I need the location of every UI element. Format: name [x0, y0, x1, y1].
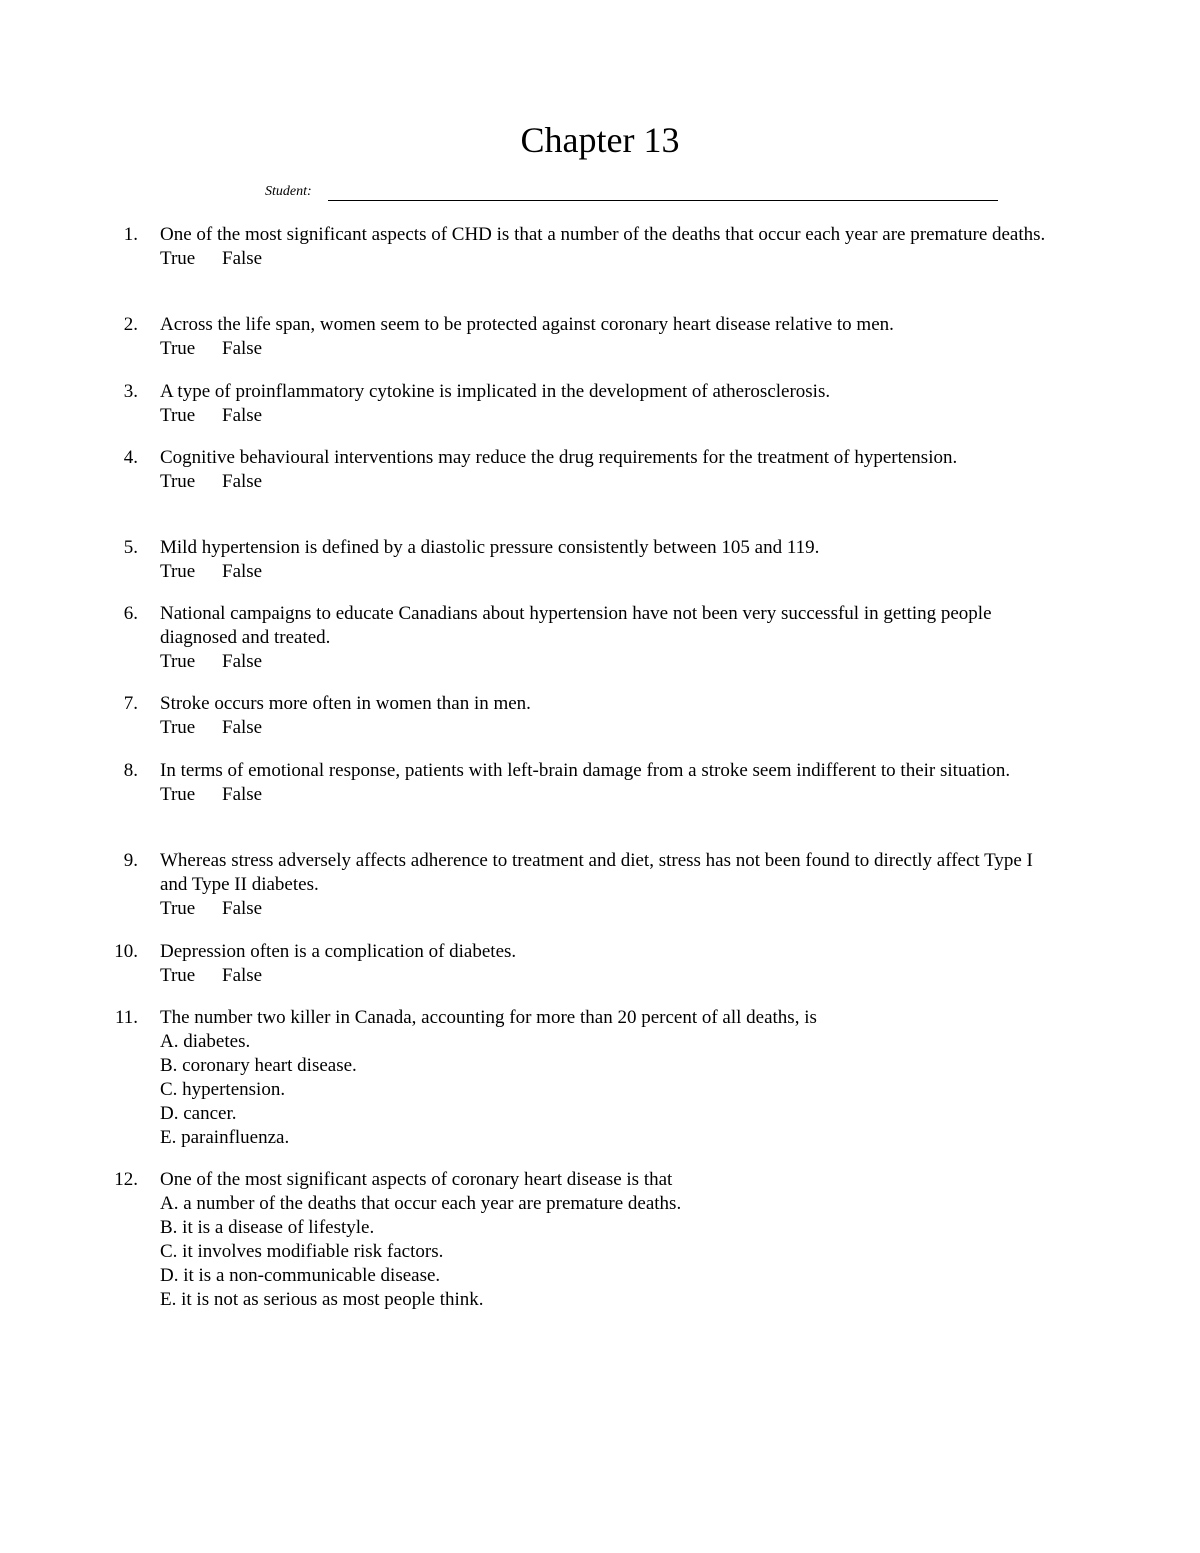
question-number: 3.: [123, 381, 138, 402]
option-e[interactable]: E. it is not as serious as most people think.: [160, 1289, 484, 1310]
true-false-choices: [160, 337, 1060, 361]
option-a[interactable]: A. diabetes.: [160, 1031, 251, 1052]
false-option[interactable]: False: [222, 405, 263, 426]
question-text: Across the life span, women seem to be protected against coronary heart disease relative to men.: [160, 314, 894, 335]
true-option[interactable]: True: [160, 471, 196, 492]
true-option[interactable]: True: [160, 717, 196, 738]
true-false-choices: [160, 650, 1060, 674]
true-false-choices: [160, 897, 1060, 921]
true-false-choices: [160, 404, 1060, 428]
true-option[interactable]: True: [160, 651, 196, 672]
question-text: A type of proinflammatory cytokine is implicated in the development of atherosclerosis.: [160, 381, 831, 402]
question-number: 1.: [123, 224, 138, 245]
question-number: 10.: [114, 941, 138, 962]
question-text: One of the most significant aspects of CHD is that a number of the deaths that occur each year are premature deaths.: [160, 224, 1046, 245]
question-text: One of the most significant aspects of coronary heart disease is that: [160, 1169, 673, 1190]
option-b[interactable]: B. coronary heart disease.: [160, 1055, 357, 1076]
question-text: Whereas stress adversely affects adherence to treatment and diet, stress has not been found to directly affect Type I and Type II diabetes.: [160, 850, 1033, 895]
question-text: The number two killer in Canada, accounting for more than 20 percent of all deaths, is: [160, 1007, 817, 1028]
question-number: 4.: [123, 447, 138, 468]
question-number: 8.: [123, 760, 138, 781]
question-number: 12.: [114, 1169, 138, 1190]
true-option[interactable]: True: [160, 248, 196, 269]
student-name-line: [328, 200, 998, 201]
student-label: Student:: [265, 184, 312, 199]
question-text: In terms of emotional response, patients with left-brain damage from a stroke seem indifferent to their situation.: [160, 760, 1011, 781]
question-number: 11.: [114, 1007, 138, 1028]
true-option[interactable]: True: [160, 965, 196, 986]
question-number: 2.: [123, 314, 138, 335]
false-option[interactable]: False: [222, 471, 263, 492]
true-false-choices: [160, 783, 1060, 807]
true-false-choices: [160, 560, 1060, 584]
true-false-choices: [160, 470, 980, 494]
true-option[interactable]: True: [160, 561, 196, 582]
question-number: 5.: [123, 537, 138, 558]
option-c[interactable]: C. hypertension.: [160, 1079, 286, 1100]
true-false-choices: [160, 247, 1060, 271]
option-a[interactable]: A. a number of the deaths that occur each year are premature deaths.: [160, 1193, 682, 1214]
question-text: Stroke occurs more often in women than in men.: [160, 693, 531, 714]
false-option[interactable]: False: [222, 248, 263, 269]
question-text: Mild hypertension is defined by a diastolic pressure consistently between 105 and 119.: [160, 537, 820, 558]
false-option[interactable]: False: [222, 338, 263, 359]
false-option[interactable]: False: [222, 651, 263, 672]
option-e[interactable]: E. parainfluenza.: [160, 1127, 290, 1148]
option-d[interactable]: D. cancer.: [160, 1103, 237, 1124]
true-false-choices: [160, 716, 1060, 740]
option-b[interactable]: B. it is a disease of lifestyle.: [160, 1217, 375, 1238]
true-option[interactable]: True: [160, 405, 196, 426]
question-number: 6.: [123, 603, 138, 624]
question-number: 7.: [123, 693, 138, 714]
false-option[interactable]: False: [222, 784, 263, 805]
question-text: Depression often is a complication of diabetes.: [160, 941, 517, 962]
page-title: Chapter 13: [520, 120, 680, 160]
false-option[interactable]: False: [222, 965, 263, 986]
question-text: Cognitive behavioural interventions may reduce the drug requirements for the treatment of hypertension.: [160, 447, 958, 468]
true-option[interactable]: True: [160, 338, 196, 359]
true-option[interactable]: True: [160, 898, 196, 919]
question-text: National campaigns to educate Canadians about hypertension have not been very successful in getting people diagnosed and treated.: [160, 603, 992, 648]
option-d[interactable]: D. it is a non-communicable disease.: [160, 1265, 441, 1286]
question-number: 9.: [123, 850, 138, 871]
true-option[interactable]: True: [160, 784, 196, 805]
false-option[interactable]: False: [222, 717, 263, 738]
false-option[interactable]: False: [222, 898, 263, 919]
true-false-choices: [160, 964, 1060, 988]
option-c[interactable]: C. it involves modifiable risk factors.: [160, 1241, 444, 1262]
student-field: [265, 180, 935, 204]
false-option[interactable]: False: [222, 561, 263, 582]
